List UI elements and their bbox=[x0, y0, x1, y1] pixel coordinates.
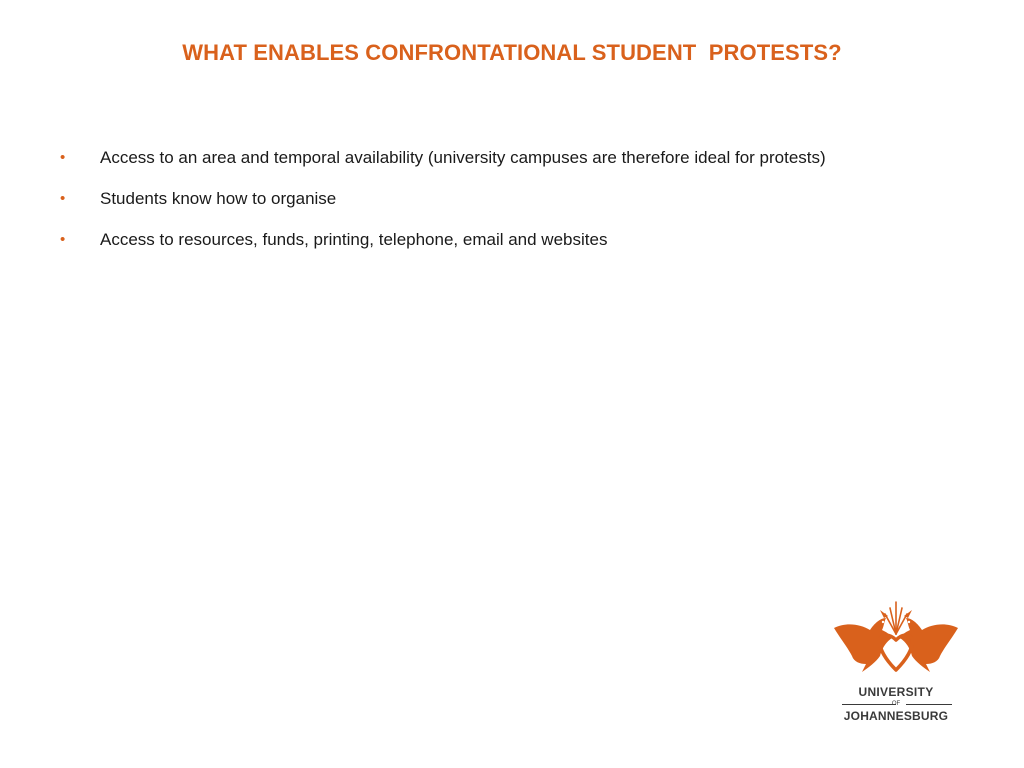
bullet-marker: • bbox=[60, 149, 66, 166]
logo-of-text: OF bbox=[891, 701, 901, 707]
bullet-item bbox=[60, 228, 1000, 269]
birds-emblem-icon bbox=[826, 598, 966, 682]
bullet-marker: • bbox=[60, 190, 66, 207]
bullet-list bbox=[60, 146, 1000, 269]
logo-university-text: UNIVERSITY bbox=[858, 685, 934, 699]
slide-title: WHAT ENABLES CONFRONTATIONAL STUDENT PROTESTS? bbox=[182, 40, 842, 65]
university-logo bbox=[826, 598, 966, 728]
logo-rule-right bbox=[906, 704, 952, 705]
bullet-text: Access to an area and temporal availability (university campuses are therefore ideal for protests) bbox=[100, 148, 826, 167]
bullet-text: Students know how to organise bbox=[100, 189, 337, 208]
bullet-item bbox=[60, 187, 1000, 228]
bullet-marker: • bbox=[60, 231, 66, 248]
logo-johannesburg-text: JOHANNESBURG bbox=[843, 709, 949, 723]
bullet-text: Access to resources, funds, printing, telephone, email and websites bbox=[100, 230, 608, 249]
bullet-item bbox=[60, 146, 1000, 187]
